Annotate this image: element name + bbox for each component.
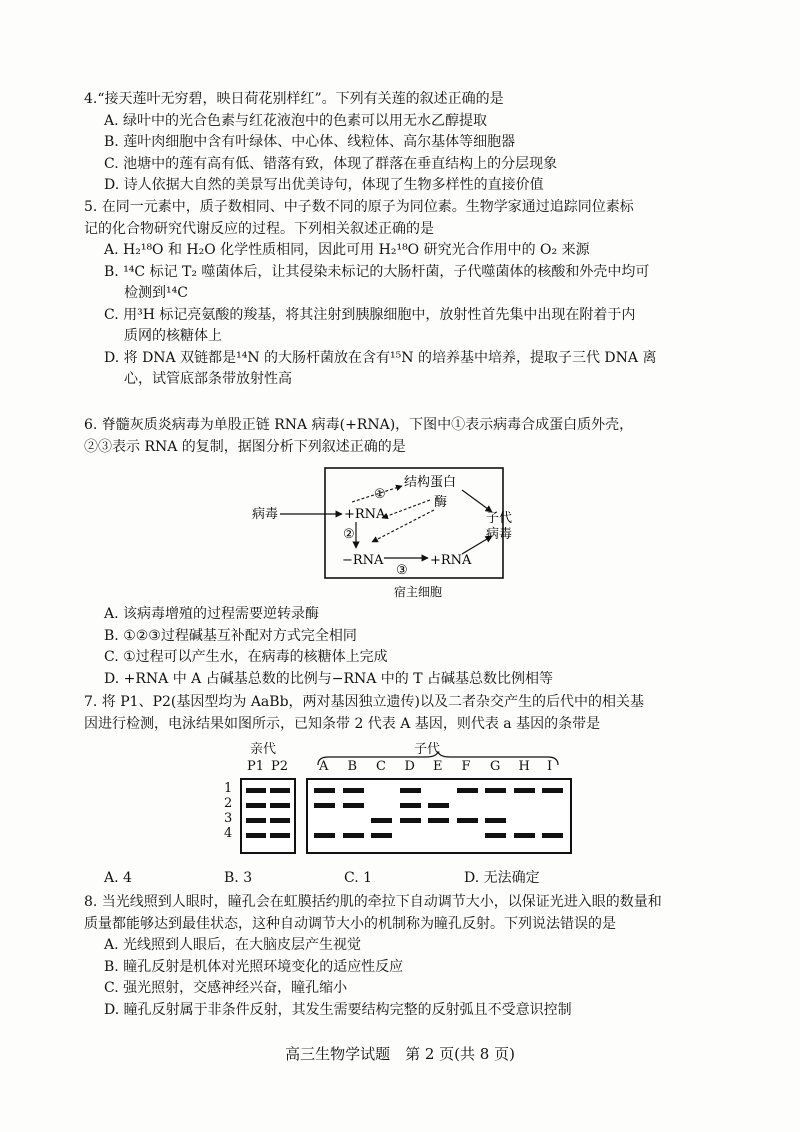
gel-band-p1-row-3 <box>246 818 266 823</box>
question-8-option-b: B. 瞳孔反射是机体对光照环境变化的适应性反应 <box>104 958 404 975</box>
circle-2-label: ② <box>343 527 355 542</box>
structural-protein-label: 结构蛋白 <box>404 475 457 490</box>
question-6-option-c: C. ①过程可以产生水，在病毒的核糖体上完成 <box>104 649 388 665</box>
question-8-option-c: C. 强光照射，交感神经兴奋，瞳孔缩小 <box>104 980 348 996</box>
gel-band-i-row-4 <box>542 833 563 838</box>
question-8 <box>84 892 724 1021</box>
question-5-option-b: B. ¹⁴C 标记 T₂ 噬菌体后，让其侵染未标记的大肠杆菌，子代噬菌体的核酸和外壳中均可 <box>104 263 650 280</box>
gel-band-p2-row-2 <box>270 803 290 808</box>
gel-band-g-row-4 <box>485 833 506 838</box>
gel-band-a-row-4 <box>314 833 335 838</box>
gel-band-d-row-3 <box>400 818 421 823</box>
gel-band-h-row-1 <box>514 788 535 793</box>
question-7-stem-line-2: 因进行检测，电泳结果如图所示，已知条带 2 代表 A 基因，则代表 a 基因的条带是 <box>84 715 601 732</box>
progeny-label-1: 子代 <box>486 511 513 526</box>
question-5 <box>84 197 724 391</box>
gel-electrophoresis-figure <box>220 738 580 858</box>
question-5-option-d-cont: 心，试管底部条带放射性高 <box>124 371 292 387</box>
gel-band-g-row-1 <box>485 788 506 793</box>
gel-band-f-row-1 <box>457 788 478 793</box>
gel-row-label-1: 1 <box>224 781 233 796</box>
gel-band-p1-row-2 <box>246 803 266 808</box>
question-5-stem-line-2: 记的化合物研究代谢反应的过程。下列相关叙述正确的是 <box>84 220 434 237</box>
gel-band-c-row-4 <box>371 833 392 838</box>
question-8-option-a: A. 光线照到人眼后，在大脑皮层产生视觉 <box>104 937 362 953</box>
progeny-gel-box <box>306 778 572 854</box>
gel-row-label-2: 2 <box>224 796 233 811</box>
question-7 <box>84 692 724 735</box>
gel-band-i-row-1 <box>542 788 563 793</box>
question-6-option-a: A. 该病毒增殖的过程需要逆转录酶 <box>104 606 320 622</box>
gel-lane-label-g: G <box>490 759 501 774</box>
gel-band-e-row-2 <box>428 803 449 808</box>
question-6 <box>84 415 724 458</box>
question-8-stem-line-1: 8. 当光线照到人眼时，瞳孔会在虹膜括约肌的牵拉下自动调节大小，以保证光进入眼的数量和 <box>84 894 662 910</box>
gel-band-d-row-1 <box>400 788 421 793</box>
question-5-option-c: C. 用³H 标记亮氨酸的羧基，将其注射到胰腺细胞中，放射性首先集中出现在附着于内 <box>104 306 636 323</box>
virus-label: 病毒 <box>252 507 279 522</box>
gel-lane-label-p1: P1 <box>247 759 265 774</box>
question-6-stem-line-2: ②③表示 RNA 的复制，据图分析下列叙述正确的是 <box>84 438 406 455</box>
gel-lane-label-c: C <box>376 759 386 774</box>
gel-band-b-row-1 <box>343 788 364 793</box>
progeny-generation-label: 子代 <box>414 742 441 757</box>
gel-band-p1-row-4 <box>246 833 266 838</box>
question-4-option-c: C. 池塘中的莲有高有低、错落有致，体现了群落在垂直结构上的分层现象 <box>104 155 558 172</box>
question-6-option-b: B. ①②③过程碱基互补配对方式完全相同 <box>104 627 357 644</box>
question-4-stem: 4.“接天莲叶无穷碧，映日荷花别样红”。下列有关莲的叙述正确的是 <box>84 91 504 107</box>
gel-band-p2-row-1 <box>270 788 290 793</box>
gel-band-p2-row-3 <box>270 818 290 823</box>
gel-row-label-4: 4 <box>224 826 233 841</box>
question-5-option-d: D. 将 DNA 双链都是¹⁴N 的大肠杆菌放在含有¹⁵N 的培养基中培养，提取子三代 DNA 离 <box>104 349 657 366</box>
circle-3-label: ③ <box>396 563 408 578</box>
gel-band-c-row-3 <box>371 818 392 823</box>
question-7-option-d: D. 无法确定 <box>464 870 540 886</box>
question-8-stem-line-2: 质量都能够达到最佳状态，这种自动调节大小的机制称为瞳孔反射。下列说法错误的是 <box>84 915 616 932</box>
question-7-options-row <box>84 868 724 890</box>
virus-replication-diagram <box>250 466 550 601</box>
question-8-option-d: D. 瞳孔反射属于非条件反射，其发生需要结构完整的反射弧且不受意识控制 <box>104 1001 572 1018</box>
question-7-options <box>84 868 724 890</box>
question-7-option-c: C. 1 <box>344 870 373 886</box>
enzyme-label: 酶 <box>434 495 448 510</box>
plus-rna-label-1: +RNA <box>344 507 386 522</box>
question-4-option-b: B. 莲叶肉细胞中含有叶绿体、中心体、线粒体、高尔基体等细胞器 <box>104 134 516 150</box>
gel-lane-label-p2: P2 <box>271 759 289 774</box>
question-4 <box>84 89 724 197</box>
parent-generation-label: 亲代 <box>250 742 277 757</box>
gel-band-a-row-1 <box>314 788 335 793</box>
gel-band-g-row-3 <box>485 818 506 823</box>
question-7-option-b: B. 3 <box>224 870 253 886</box>
gel-lane-label-d: D <box>404 759 415 774</box>
question-5-option-b-cont: 检测到¹⁴C <box>124 285 188 301</box>
gel-band-p1-row-1 <box>246 788 266 793</box>
gel-band-b-row-2 <box>343 803 364 808</box>
page-footer: 高三生物学试题 第 2 页(共 8 页) <box>285 1045 515 1063</box>
question-5-option-c-cont: 质网的核糖体上 <box>124 328 222 344</box>
progeny-label-2: 病毒 <box>486 527 513 542</box>
gel-row-label-3: 3 <box>224 811 233 826</box>
gel-lane-label-b: B <box>347 759 358 774</box>
question-5-stem-line-1: 5. 在同一元素中，质子数相同、中子数不同的原子为同位素。生物学家通过追踪同位素标 <box>84 199 634 215</box>
plus-rna-label-2: +RNA <box>430 553 472 568</box>
gel-lane-label-f: F <box>461 759 471 774</box>
gel-band-h-row-4 <box>514 833 535 838</box>
gel-band-b-row-4 <box>343 833 364 838</box>
gel-lane-label-h: H <box>518 759 530 774</box>
question-6-option-d: D. +RNA 中 A 占碱基总数的比例与−RNA 中的 T 占碱基总数比例相等 <box>104 670 554 687</box>
parents-gel-box <box>240 778 296 854</box>
host-cell-label: 宿主细胞 <box>394 585 443 599</box>
question-7-option-a: A. 4 <box>104 870 132 886</box>
gel-lane-label-a: A <box>319 759 329 774</box>
minus-rna-label: −RNA <box>342 553 384 568</box>
gel-band-d-row-2 <box>400 803 421 808</box>
question-6-stem-line-1: 6. 脊髓灰质炎病毒为单股正链 RNA 病毒(+RNA)，下图中①表示病毒合成蛋白质外壳， <box>84 417 634 433</box>
question-5-option-a: A. H₂¹⁸O 和 H₂O 化学性质相同，因此可用 H₂¹⁸O 研究光合作用中的 O₂ 来源 <box>104 242 590 258</box>
gel-band-a-row-2 <box>314 803 335 808</box>
question-4-option-a: A. 绿叶中的光合色素与红花液泡中的色素可以用无水乙醇提取 <box>104 112 488 129</box>
arrow-to-progeny-top <box>462 490 492 512</box>
question-7-stem-line-1: 7. 将 P1、P2(基因型均为 AaBb，两对基因独立遗传)以及二者杂交产生的后代中的相关基 <box>84 694 644 710</box>
circle-1-label: ① <box>374 487 386 502</box>
question-6-options <box>84 604 724 690</box>
question-4-option-d: D. 诗人依据大自然的美景写出优美诗句，体现了生物多样性的直接价值 <box>104 177 544 193</box>
gel-band-e-row-3 <box>428 818 449 823</box>
gel-band-f-row-3 <box>457 818 478 823</box>
gel-lane-label-i: I <box>547 759 553 774</box>
gel-band-p2-row-4 <box>270 833 290 838</box>
gel-lane-label-e: E <box>433 759 443 774</box>
